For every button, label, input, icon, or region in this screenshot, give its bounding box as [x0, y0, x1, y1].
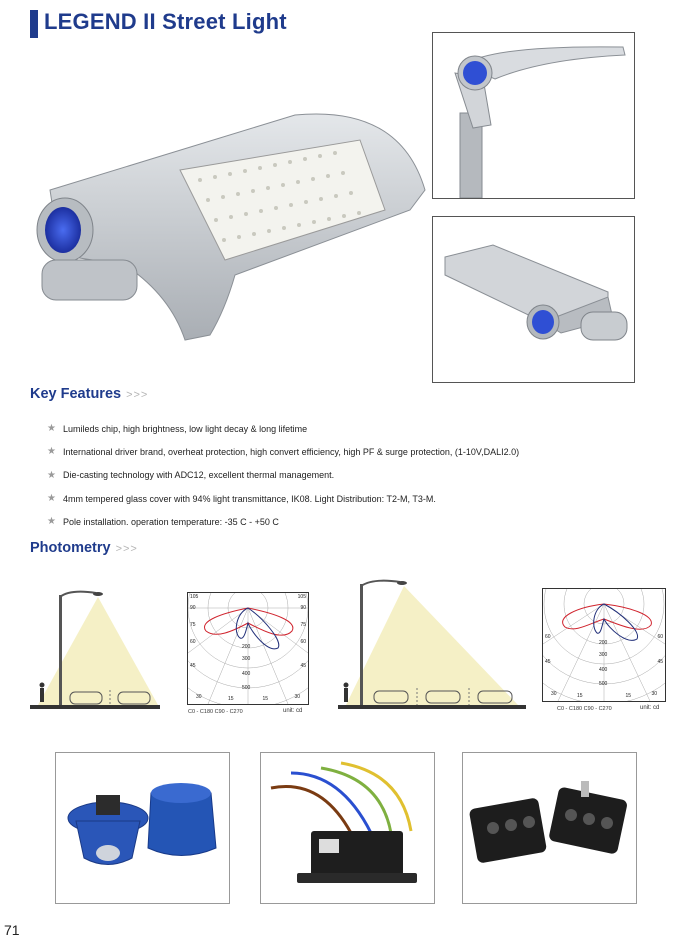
page-title: LEGEND II Street Light	[44, 9, 287, 34]
feature-item: ★ Lumileds chip, high brightness, low light decay & long lifetime	[47, 423, 308, 435]
photocell-sensor-image	[56, 753, 229, 903]
surge-protector-image	[261, 753, 434, 903]
page-number: 71	[4, 922, 20, 938]
terminal-block-frame	[462, 752, 637, 904]
street-illumination-diagram-b	[338, 578, 526, 715]
feature-item: ★ International driver brand, overheat protection, high convert efficiency, high PF & surge protection, (1-10V,DALI2.0)	[47, 446, 520, 458]
chart-b-legend: C0 - C180 C90 - C270	[557, 706, 612, 712]
star-bullet-icon: ★	[47, 516, 56, 528]
street-illumination-diagram-a	[30, 585, 160, 715]
photometry-heading: Photometry >>>	[30, 540, 138, 556]
top-view-frame	[432, 216, 635, 383]
top-view-image	[433, 217, 634, 382]
polar-distribution-chart-a: 105 105 90 90 75 75 60 60 45 45 30 30 15 15 200 300 400 500	[187, 592, 309, 705]
street-light-hero-image	[30, 95, 430, 345]
photocell-sensor-frame	[55, 752, 230, 904]
chart-a-legend: C0 - C180 C90 - C270	[188, 709, 243, 715]
chart-b-unit: unit: cd	[640, 705, 660, 711]
pole-mount-view-frame	[432, 32, 635, 199]
pole-mount-view-image	[433, 33, 634, 198]
star-bullet-icon: ★	[47, 493, 56, 505]
star-bullet-icon: ★	[47, 423, 56, 435]
star-bullet-icon: ★	[47, 446, 56, 458]
key-features-heading: Key Features >>>	[30, 386, 149, 402]
feature-item: ★ Pole installation. operation temperature: -35 C - +50 C	[47, 516, 279, 528]
surge-protector-frame	[260, 752, 435, 904]
chart-a-unit: unit: cd	[283, 708, 303, 714]
title-accent-bar	[30, 10, 38, 38]
terminal-block-image	[463, 753, 636, 903]
feature-item: ★ Die-casting technology with ADC12, excellent thermal management.	[47, 469, 335, 481]
feature-list	[47, 417, 519, 533]
polar-distribution-chart-b: 60 60 45 45 30 30 15 15 200 300 400 500	[542, 588, 666, 702]
feature-item: ★ 4mm tempered glass cover with 94% light transmittance, IK08. Light Distribution: T2-M, T3-M.	[47, 493, 436, 505]
star-bullet-icon: ★	[47, 469, 56, 481]
